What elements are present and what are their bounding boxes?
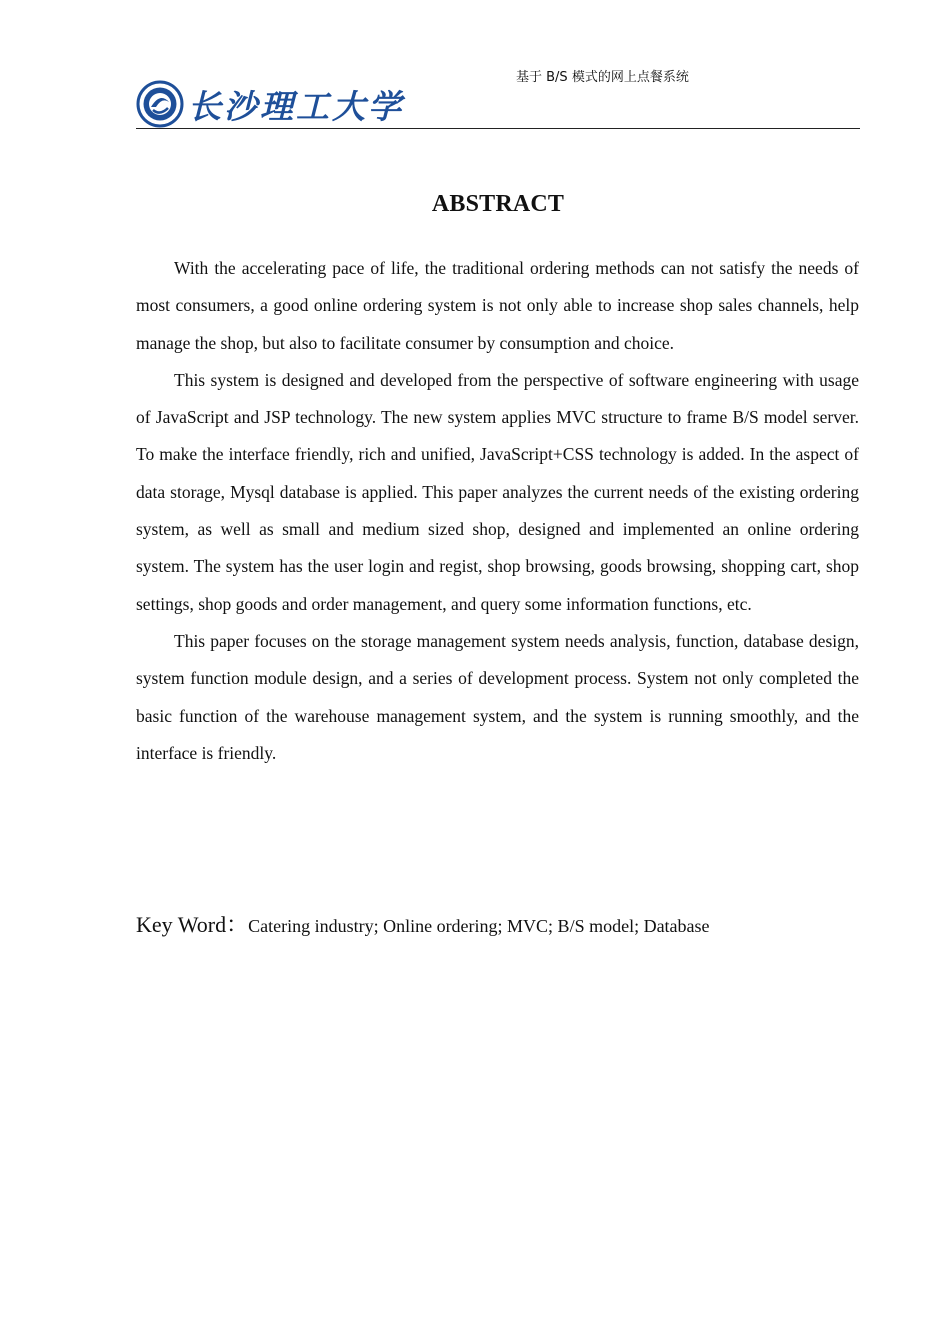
abstract-paragraph-3: This paper focuses on the storage management system needs analysis, function, database design, system function module design, and a series of development process. System not only completed the basic function of the warehouse management system, and the system is running smoothly, and the interface is friendly.: [136, 630, 859, 763]
header-divider: [136, 128, 860, 129]
keywords-value: Catering industry; Online ordering; MVC; B/S model; Database: [248, 916, 710, 936]
keywords-line: [136, 908, 860, 939]
university-logo: [136, 80, 404, 128]
university-name-calligraphy: 长沙理工大学: [188, 87, 404, 126]
abstract-paragraph-2: This system is designed and developed from the perspective of software engineering with usage of JavaScript and JSP technology. The new system applies MVC structure to frame B/S model server. To make the interface friendly, rich and unified, JavaScript+CSS technology is added. In the aspect of data storage, Mysql database is applied. This paper analyzes the current needs of the existing ordering system, as well as small and medium sized shop, designed and implemented an online ordering system. The system has the user login and regist, shop browsing, goods browsing, shopping cart, shop settings, shop goods and order management, and query some information functions, etc.: [136, 369, 859, 614]
page-header: [136, 62, 860, 130]
abstract-paragraph-1: With the accelerating pace of life, the traditional ordering methods can not satisfy the needs of most consumers, a good online ordering system is not only able to increase shop sales channels, help manage the shop, but also to facilitate consumer by consumption and choice.: [136, 258, 859, 353]
abstract-body: [136, 250, 859, 772]
abstract-heading: ABSTRACT: [431, 191, 565, 217]
university-emblem-icon: [138, 82, 182, 126]
running-title: 基于 B/S 模式的网上点餐系统: [516, 70, 689, 85]
keywords-label: Key Word：: [136, 912, 249, 937]
